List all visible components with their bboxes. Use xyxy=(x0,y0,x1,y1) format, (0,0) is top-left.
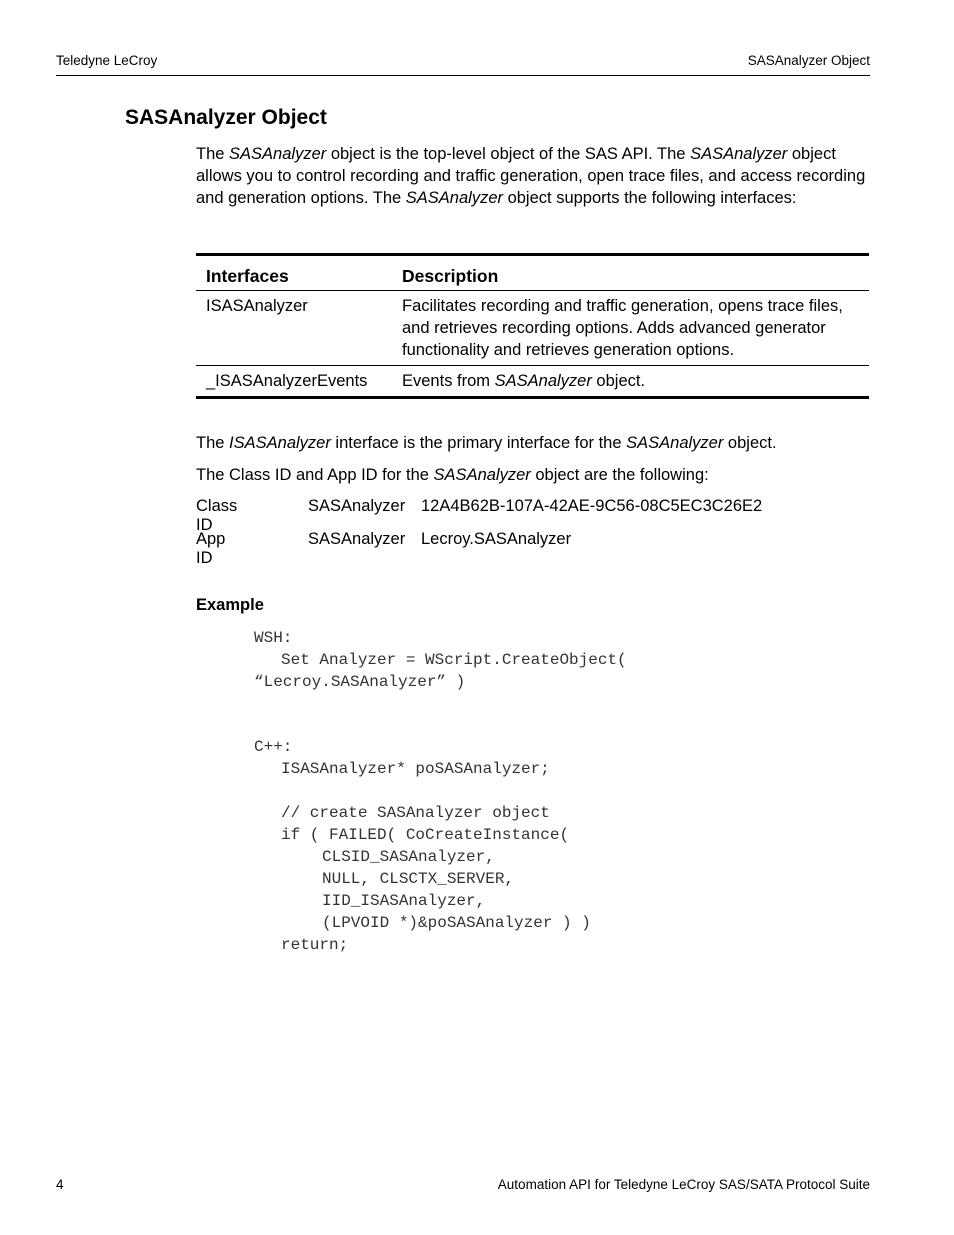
code-line: if ( FAILED( CoCreateInstance( xyxy=(281,826,570,844)
code-line: return; xyxy=(281,936,349,954)
code-line: (LPVOID *)&poSASAnalyzer ) ) xyxy=(322,914,591,932)
interfaces-table xyxy=(196,253,869,399)
page-number: 4 xyxy=(56,1177,64,1192)
table-header-row xyxy=(196,255,869,291)
section-title: SASAnalyzer Object xyxy=(125,106,327,129)
code-line: Set Analyzer = WScript.CreateObject( xyxy=(281,651,627,669)
class-id-value: 12A4B62B-107A-42AE-9C56-08C5EC3C26E2 xyxy=(421,497,763,515)
table-row xyxy=(196,291,869,366)
code-line: CLSID_SASAnalyzer, xyxy=(322,848,495,866)
example-heading: Example xyxy=(196,596,264,614)
interface-name: _ISASAnalyzerEvents xyxy=(206,372,368,390)
cpp-code-block xyxy=(254,736,591,956)
running-header-right: SASAnalyzer Object xyxy=(747,53,870,68)
code-line: WSH: xyxy=(254,629,293,647)
table-row xyxy=(196,366,869,398)
intro-paragraph: The SASAnalyzer object is the top-level object of the SAS API. The SASAnalyzer object allows you to control recording and traffic generation, open trace files, and access recording and generation options. The SASAnalyzer object supports the following interfaces: xyxy=(196,145,866,207)
primary-interface-paragraph: The ISASAnalyzer interface is the primary interface for the SASAnalyzer object. xyxy=(196,434,777,452)
app-id-value: Lecroy.SASAnalyzer xyxy=(421,530,572,548)
code-line: C++: xyxy=(254,738,293,756)
interface-description: Facilitates recording and traffic generation, opens trace files, and retrieves recording options. Adds advanced generator functionality and retrieves generation options. xyxy=(402,297,843,359)
ids-intro-paragraph: The Class ID and App ID for the SASAnalyzer object are the following: xyxy=(196,466,709,484)
code-line: “Lecroy.SASAnalyzer” ) xyxy=(254,673,466,691)
code-line: // create SASAnalyzer object xyxy=(281,804,550,822)
code-line: ISASAnalyzer* poSASAnalyzer; xyxy=(281,760,550,778)
code-line: IID_ISASAnalyzer, xyxy=(322,892,486,910)
header-divider xyxy=(56,75,870,76)
class-id-object: SASAnalyzer xyxy=(308,497,406,515)
code-line: NULL, CLSCTX_SERVER, xyxy=(322,870,515,888)
wsh-code-block xyxy=(254,627,627,693)
code-line xyxy=(254,780,591,802)
running-header-left: Teledyne LeCroy xyxy=(56,53,158,68)
interface-description: Events from SASAnalyzer object. xyxy=(402,372,646,390)
interface-name: ISASAnalyzer xyxy=(206,297,308,315)
footer-title: Automation API for Teledyne LeCroy SAS/SATA Protocol Suite xyxy=(497,1177,870,1192)
interfaces-column-header: Interfaces xyxy=(206,266,289,286)
app-id-object: SASAnalyzer xyxy=(308,530,406,548)
description-column-header: Description xyxy=(402,266,499,286)
app-id-label: App ID xyxy=(196,530,226,567)
class-id-label: Class ID xyxy=(196,497,238,534)
